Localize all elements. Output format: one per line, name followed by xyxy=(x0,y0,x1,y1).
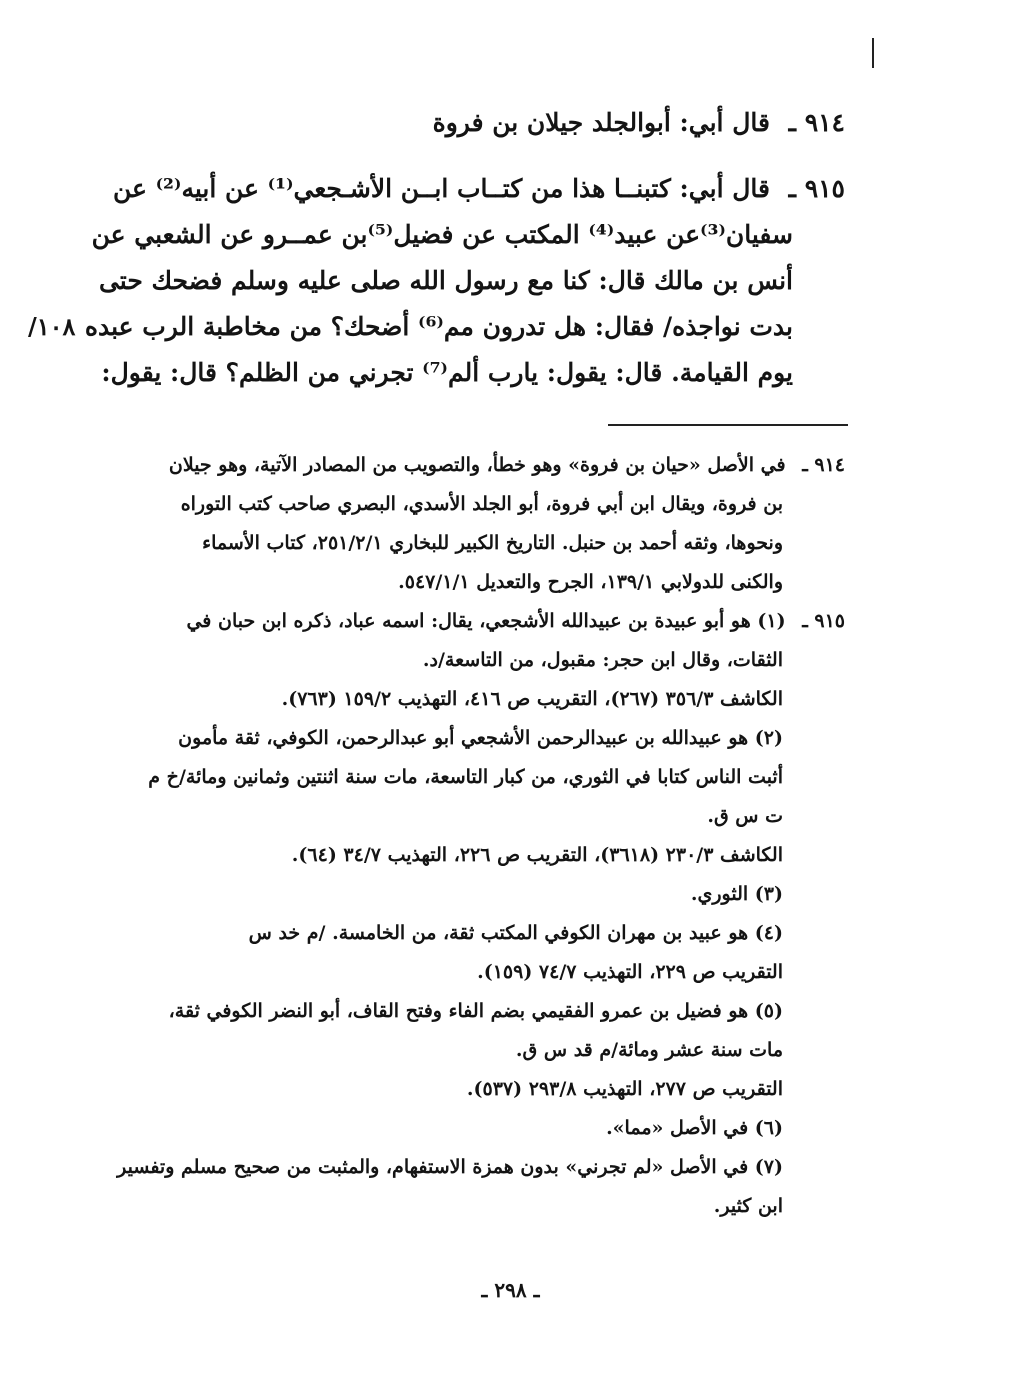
margin-page-reference: ١٠٨/ xyxy=(28,312,76,341)
footnote-line: (٦) في الأصل «مما». xyxy=(606,1117,783,1139)
entry-number: ٩١٥ ـ xyxy=(788,174,845,203)
footnote-line: الكاشف ٣٥٦/٣ (٢٦٧)، التقريب ص ٤١٦، التهذيب ١٥٩/٢ (٧٦٣). xyxy=(281,688,783,710)
footnote-line: مات سنة عشر ومائة/م قد س ق. xyxy=(515,1039,783,1061)
footnote-line: أثبت الناس كتابا في الثوري، من كبار التاسعة، مات سنة اثنتين وثمانين ومائة/خ م xyxy=(148,766,783,788)
footnote-number: ٩١٥ ـ xyxy=(802,610,845,632)
footnote-line: (٣) الثوري. xyxy=(690,883,783,905)
footnote-separator xyxy=(608,424,848,426)
entry-line: قال أبي: كتبنــا هذا من كتــاب ابــن الأشـجعي⁽¹⁾ عن أبيه⁽²⁾ عن xyxy=(112,174,770,203)
footnote-line: (٧) في الأصل «لم تجرني» بدون همزة الاستفهام، والمثبت من صحيح مسلم وتفسير xyxy=(117,1156,783,1178)
entry-number: ٩١٤ ـ xyxy=(788,108,845,137)
footnote-line: (٥) هو فضيل بن عمرو الفقيمي بضم الفاء وفتح القاف، أبو النضر الكوفي ثقة، xyxy=(168,1000,783,1022)
entry-line: بدت نواجذه/ فقال: هل تدرون مم⁽⁶⁾ أضحك؟ من مخاطبة الرب عبده xyxy=(84,312,793,341)
footnote-line: التقريب ص ٢٧٧، التهذيب ٢٩٣/٨ (٥٣٧). xyxy=(466,1078,783,1100)
footnote-line: بن فروة، ويقال ابن أبي فروة، أبو الجلد الأسدي، البصري صاحب كتب التوراه xyxy=(180,493,783,515)
footnote-line: (٢) هو عبيدالله بن عبيدالرحمن الأشجعي أبو عبدالرحمن، الكوفي، ثقة مأمون xyxy=(178,727,783,749)
footnote-number: ٩١٤ ـ xyxy=(802,454,845,476)
footnote-line: (٤) هو عبيد بن مهران الكوفي المكتب ثقة، من الخامسة. /م خد س xyxy=(248,922,783,944)
footnote-line: ونحوها، وثقه أحمد بن حنبل. التاريخ الكبير للبخاري ٢٥١/٢/١، كتاب الأسماء xyxy=(202,532,783,554)
footnote-line: الكاشف ٢٣٠/٣ (٣٦١٨)، التقريب ص ٢٢٦، التهذيب ٣٤/٧ (٦٤). xyxy=(291,844,783,866)
entry-915 xyxy=(84,166,845,396)
footnote-line: الثقات، وقال ابن حجر: مقبول، من التاسعة/د. xyxy=(422,649,783,671)
entry-text: قال أبي: أبوالجلد جيلان بن فروة xyxy=(432,108,770,137)
page-number: ـ ٢٩٨ ـ xyxy=(481,1278,540,1302)
footnote-914 xyxy=(145,446,845,602)
footnote-line: ابن كثير. xyxy=(713,1195,783,1217)
entry-line: يوم القيامة. قال: يقول: يارب ألم⁽⁷⁾ تجرني من الظلم؟ قال: يقول: xyxy=(101,358,793,387)
top-margin-mark xyxy=(872,38,874,68)
entry-line: أنس بن مالك قال: كنا مع رسول الله صلى عليه وسلم فضحك حتى xyxy=(98,266,793,295)
footnote-line: والكنى للدولابي ١٣٩/١، الجرح والتعديل ٥٤٧/١/١. xyxy=(398,571,783,593)
footnote-915 xyxy=(117,602,845,1226)
entry-914 xyxy=(145,100,845,146)
footnote-line: في الأصل «حيان بن فروة» وهو خطأ، والتصويب من المصادر الآتية، وهو جيلان xyxy=(168,454,786,476)
entry-line: سفيان⁽³⁾عن عبيد⁽⁴⁾ المكتب عن فضيل⁽⁵⁾بن عمــرو عن الشعبي عن xyxy=(91,220,793,249)
footnote-line: التقريب ص ٢٢٩، التهذيب ٧٤/٧ (١٥٩). xyxy=(477,961,783,983)
footnote-line: (١) هو أبو عبيدة بن عبيدالله الأشجعي، يقال: اسمه عباد، ذكره ابن حبان في xyxy=(186,610,786,632)
footnote-line: ت س ق. xyxy=(707,805,783,827)
